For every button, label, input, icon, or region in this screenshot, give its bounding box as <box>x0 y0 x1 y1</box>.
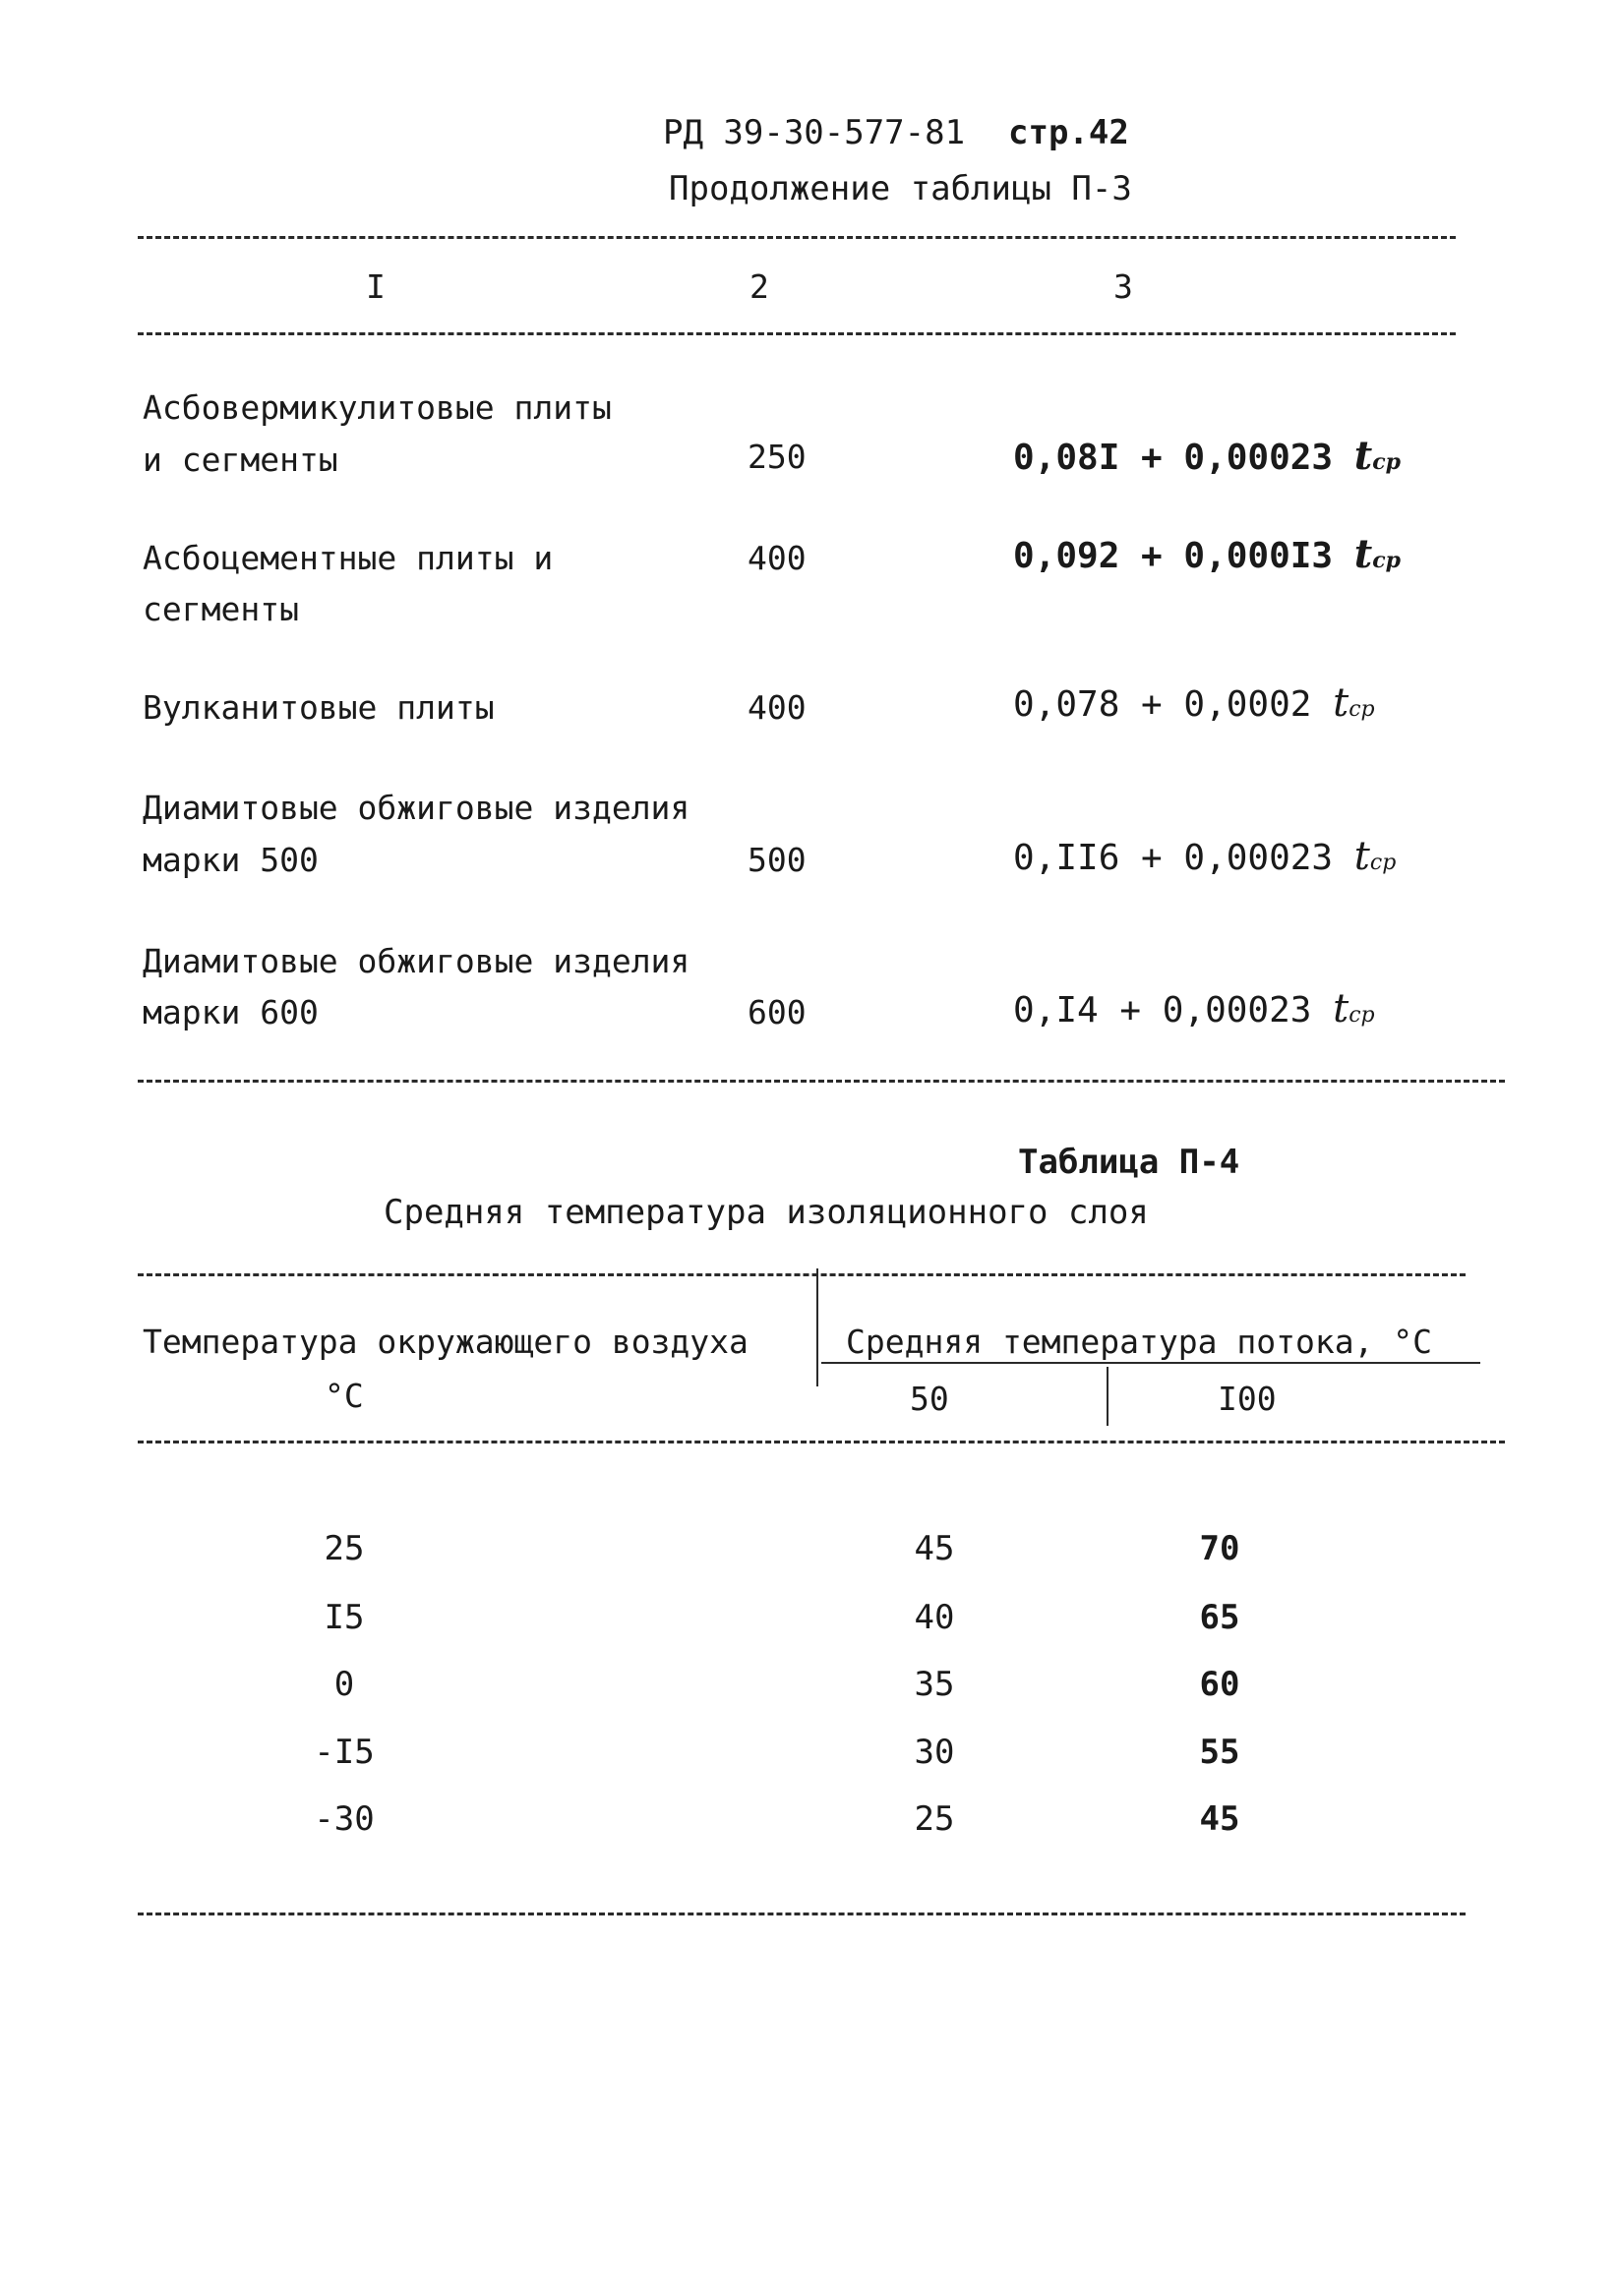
table-row-material-name-cont: марки 500 <box>143 841 319 879</box>
table-p4-col1-unit: °С <box>325 1377 364 1415</box>
table-row-material-name: Диамитовые обжиговые изделия <box>143 789 690 827</box>
table-p3-col1-header: I <box>366 267 386 306</box>
table-row-conductivity-formula: 0,078 + 0,0002 tср <box>1013 680 1375 726</box>
table-row-material-name: Диамитовые обжиговые изделия <box>143 942 690 980</box>
table-row-air-temp: -30 <box>314 1799 375 1839</box>
table-p4-header-rule <box>138 1441 1505 1443</box>
table-row-flow50: 35 <box>914 1665 955 1704</box>
table-row-density: 400 <box>748 539 807 577</box>
table-row-density: 500 <box>748 841 807 879</box>
table-row-air-temp: I5 <box>324 1598 365 1637</box>
table-row-material-name-cont: и сегменты <box>143 441 338 479</box>
document-code: РД 39-30-577-81 <box>663 113 966 152</box>
table-p4-label: Таблица П-4 <box>1018 1143 1240 1182</box>
table-row-flow100: 55 <box>1199 1733 1240 1772</box>
table-row-flow100: 60 <box>1199 1665 1240 1704</box>
table-p4-col1-header: Температура окружающего воздуха <box>143 1323 749 1361</box>
table-p4-col-divider <box>816 1268 818 1386</box>
table-row-flow50: 45 <box>914 1529 955 1568</box>
table-continuation-caption: Продолжение таблицы П-3 <box>669 169 1132 208</box>
table-row-flow100: 70 <box>1199 1529 1240 1568</box>
table-row-density: 400 <box>748 688 807 727</box>
page-number: стр.42 <box>1008 113 1129 152</box>
table-row-material-name-cont: сегменты <box>143 590 299 628</box>
table-row-conductivity-formula: 0,II6 + 0,00023 tср <box>1013 834 1397 879</box>
table-p3-header-rule <box>138 332 1456 335</box>
table-row-material-name-cont: марки 600 <box>143 993 319 1031</box>
table-row-material-name: Вулканитовые плиты <box>143 688 495 727</box>
table-row-flow100: 45 <box>1199 1799 1240 1839</box>
table-row-material-name: Асбовермикулитовые плиты <box>143 388 612 427</box>
table-p3-top-rule <box>138 236 1456 239</box>
table-row-density: 250 <box>748 438 807 476</box>
table-p4-subheader-rule <box>821 1362 1480 1364</box>
table-p4-subheader-50: 50 <box>910 1380 949 1418</box>
table-p4-col2-header: Средняя температура потока, °С <box>846 1323 1433 1361</box>
table-row-flow100: 65 <box>1199 1598 1240 1637</box>
table-p3-col3-header: 3 <box>1113 267 1133 306</box>
table-p4-title: Средняя температура изоляционного слоя <box>384 1193 1149 1232</box>
table-p4-top-rule <box>138 1273 1466 1276</box>
table-row-flow50: 25 <box>914 1799 955 1839</box>
table-row-flow50: 40 <box>914 1598 955 1637</box>
table-p4-subheader-100: I00 <box>1218 1380 1277 1418</box>
table-row-air-temp: 0 <box>333 1665 355 1704</box>
table-p3-bottom-rule <box>138 1080 1505 1083</box>
table-row-flow50: 30 <box>914 1733 955 1772</box>
table-p3-col2-header: 2 <box>749 267 769 306</box>
table-p4-bottom-rule <box>138 1913 1466 1915</box>
table-row-density: 600 <box>748 993 807 1031</box>
table-row-conductivity-formula: 0,092 + 0,000I3 tср <box>1013 531 1402 577</box>
table-row-conductivity-formula: 0,I4 + 0,00023 tср <box>1013 986 1375 1031</box>
table-p4-subcol-divider <box>1107 1367 1109 1426</box>
table-row-air-temp: 25 <box>324 1529 365 1568</box>
table-row-conductivity-formula: 0,08I + 0,00023 tср <box>1013 433 1402 479</box>
table-row-air-temp: -I5 <box>314 1733 375 1772</box>
table-row-material-name: Асбоцементные плиты и <box>143 539 554 577</box>
